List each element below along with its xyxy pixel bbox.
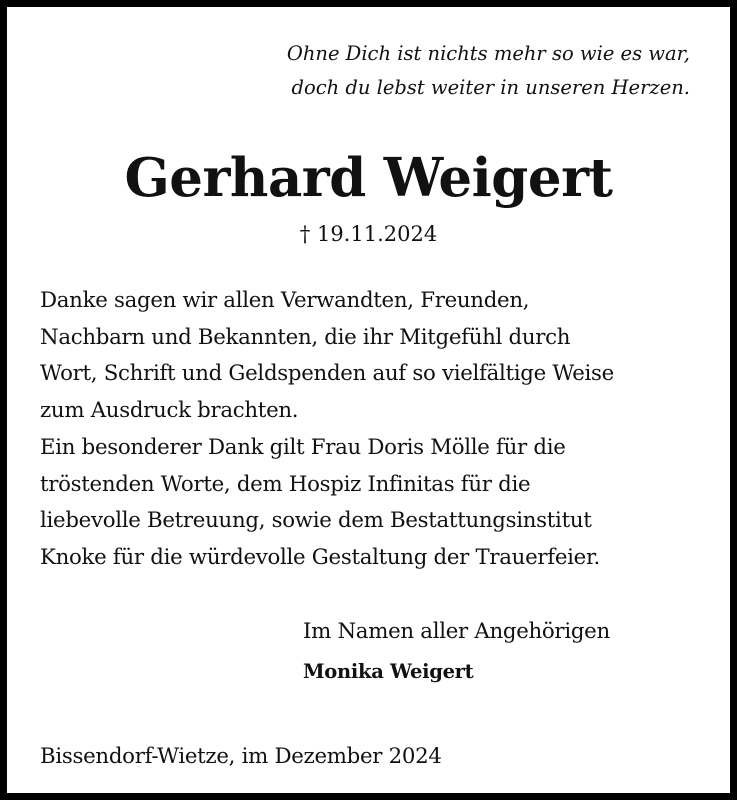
message-line: Danke sagen wir allen Verwandten, Freunden,	[40, 288, 530, 313]
motto-line: Ohne Dich ist nichts mehr so wie es war,	[286, 42, 690, 65]
signer-name: Monika Weigert	[303, 660, 474, 683]
closing-block	[303, 612, 610, 692]
message-line: zum Ausdruck brachten.	[40, 398, 299, 424]
message-line: Wort, Schrift und Geldspenden auf so vielfältige Weise	[40, 361, 614, 387]
deceased-name: Gerhard Weigert	[124, 147, 613, 209]
thank-you-message	[40, 283, 720, 577]
death-date: † 19.11.2024	[299, 222, 438, 246]
message-line: Ein besonderer Dank gilt Frau Doris Mölle für die	[40, 434, 566, 460]
place-and-date: Bissendorf-Wietze, im Dezember 2024	[40, 744, 442, 769]
motto-quote	[287, 37, 690, 105]
message-line: tröstenden Worte, dem Hospiz Infinitas für die	[40, 471, 531, 497]
message-line: Nachbarn und Bekannten, die ihr Mitgefühl durch	[40, 324, 571, 350]
closing-greeting: Im Namen aller Angehörigen	[303, 619, 610, 644]
message-line: liebevolle Betreuung, sowie dem Bestattungsinstitut	[40, 508, 592, 534]
message-line: Knoke für die würdevolle Gestaltung der Trauerfeier.	[40, 544, 600, 570]
motto-line: doch du lebst weiter in unseren Herzen.	[291, 76, 690, 99]
